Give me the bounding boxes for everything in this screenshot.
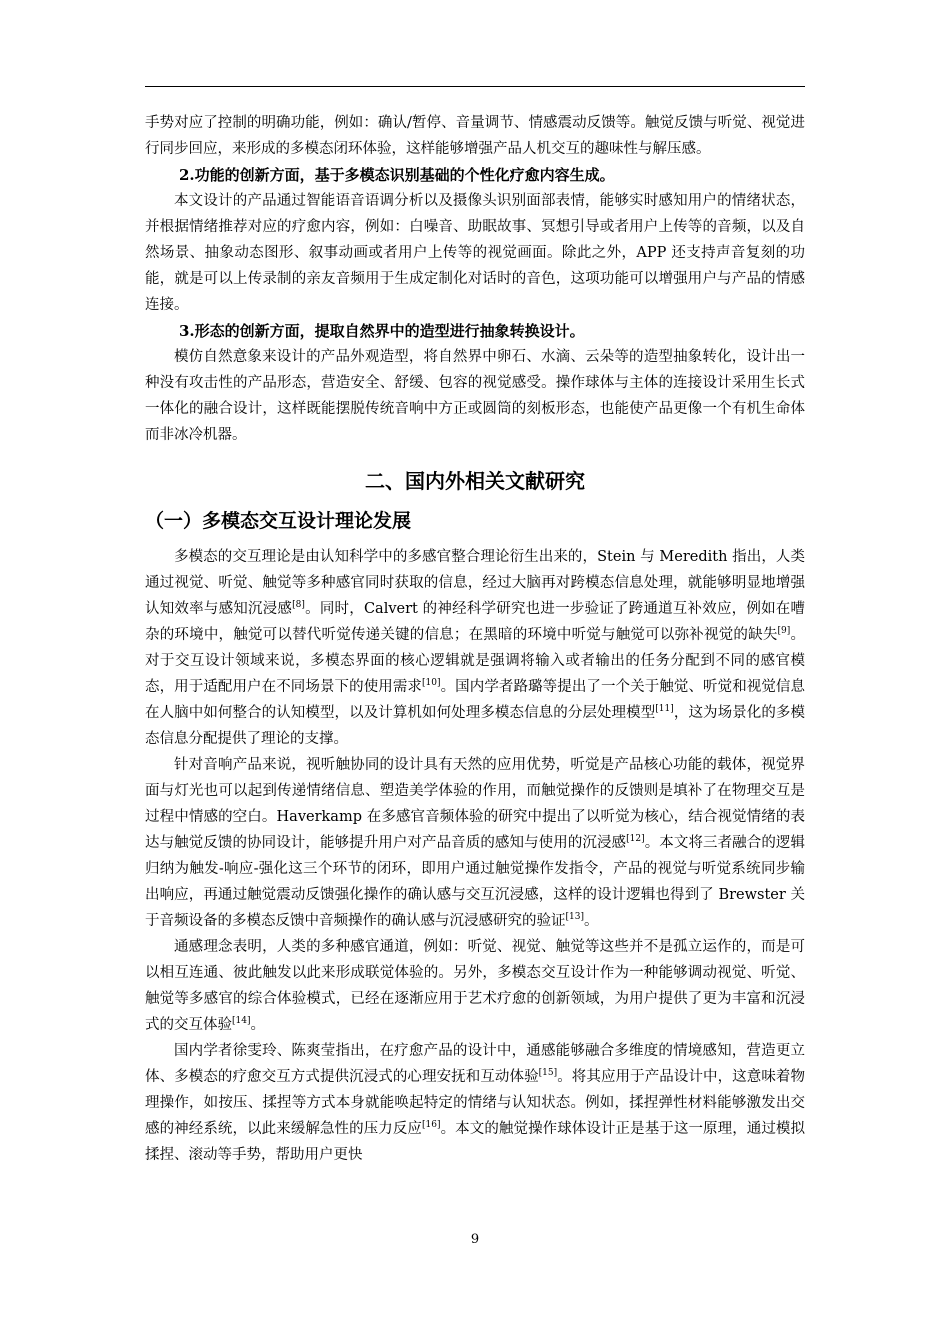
paragraph-audio-products (145, 752, 805, 934)
header-rule (145, 86, 805, 87)
citation: [11] (655, 704, 674, 715)
citation: [13] (565, 912, 584, 923)
text-run: 针对音响产品来说，视听触协同的设计具有天然的应用优势，听觉是产品核心功能的载体，视觉界面与灯光也可以起到传递情绪信息、塑造美学体验的作用，而触觉操作的反馈则是填补了在物理交互是过程中情感的空白。Haverkamp 在多感官音频体验的研究中提出了以听觉为核心，结合视觉情绪的表达与触觉反馈的协同设计，能够提升用户对产品音质的感知与使用的沉浸感 (145, 757, 805, 851)
citation: [14] (232, 1016, 251, 1027)
citation: [16] (422, 1120, 441, 1131)
text-run: 多模态的交互理论是由认知科学中的多感官整合理论衍生出来的，Stein 与 Meredith 指出，人类通过视觉、听觉、触觉等多种感官同时获取的信息，经过大脑再对跨模态信息处理，就能够明显地增强认知效率与感知沉浸感 (145, 549, 805, 617)
citation: [8] (292, 600, 305, 611)
section-title: 二、国内外相关文献研究 (365, 469, 585, 493)
text-run: 。 (250, 1017, 265, 1033)
page-number: 9 (470, 1232, 480, 1247)
text-run: 。本文将三者融合的逻辑归纳为触发-响应-强化这三个环节的闭环，即用户通过触觉操作发指令，产品的视觉与听觉系统同步输出响应，再通过触觉震动反馈强化操作的确认感与交互沉浸感，这样的设计逻辑也得到了 Brewster 关于音频设备的多模态反馈中音频操作的确认感与沉浸感研究的验证 (145, 835, 806, 929)
paragraph-multimodal-theory (145, 544, 805, 752)
paragraph-synesthesia (145, 934, 805, 1038)
page-content (145, 110, 805, 1168)
paragraph-healing-design (145, 1038, 805, 1168)
text-run: 通感理念表明，人类的多种感官通道，例如：听觉、视觉、触觉等这些并不是孤立运作的，而是可以相互连通、彼此触发以此来形成联觉体验的。另外，多模态交互设计作为一种能够调动视觉、听觉、触觉等多感官的综合体验模式，已经在逐渐应用于艺术疗愈的创新领域，为用户提供了更为丰富和沉浸式的交互体验 (145, 939, 805, 1033)
innovation-heading-3: 3.形态的创新方面，提取自然界中的造型进行抽象转换设计。 (179, 322, 585, 340)
text-run: 。 (583, 913, 599, 929)
text-run: 。将其应用于产品设计中，这意味着物理操作，如按压、揉捏等方式本身就能唤起特定的情绪与认知状态。例如，揉捏弹性材料能够激发出交感的神经系统，以此来缓解急性的压力反应 (145, 1069, 805, 1137)
text-run: 。国内学者路璐等提出了一个关于触觉、听觉和视觉信息在人脑中如何整合的认知模型，以及计算机如何处理多模态信息的分层处理模型 (145, 679, 806, 721)
text-run: 。同时，Calvert 的神经科学研究也进一步验证了跨通道互补效应，例如在嘈杂的环境中，触觉可以替代听觉传递关键的信息；在黑暗的环境中听觉与触觉可以弥补视觉的缺失 (145, 601, 806, 643)
citation: [10] (422, 678, 441, 689)
innovation-heading-2: 2.功能的创新方面，基于多模态识别基础的个性化疗愈内容生成。 (179, 166, 615, 184)
text-run: 国内学者徐雯玲、陈爽莹指出，在疗愈产品的设计中，通感能够融合多维度的情境感知，营造更立体、多模态的疗愈交互方式提供沉浸式的心理安抚和互动体验 (145, 1043, 805, 1085)
paragraph-function: 本文设计的产品通过智能语音语调分析以及摄像头识别面部表情，能够实时感知用户的情绪状态，并根据情绪推荐对应的疗愈内容，例如：白噪音、助眠故事、冥想引导或者用户上传等的音频，以及自然场景、抽象动态图形、叙事动画或者用户上传等的视觉画面。除此之外，APP 还支持声音复刻的功能，就是可以上传录制的亲友音频用于生成定制化对话时的音色，这项功能可以增强用户与产品的情感连接。 (145, 193, 805, 313)
text-run: 。对于交互设计领域来说，多模态界面的核心逻辑就是强调将输入或者输出的任务分配到不同的感官模态，用于适配用户在不同场景下的使用需求 (145, 627, 806, 695)
paragraph-continuation: 手势对应了控制的明确功能，例如：确认/暂停、音量调节、情感震动反馈等。触觉反馈与听觉、视觉进行同步回应，来形成的多模态闭环体验，这样能够增强产品人机交互的趣味性与解压感。 (145, 115, 805, 157)
subsection-title: （一）多模态交互设计理论发展 (145, 510, 412, 532)
text-run: 。本文的触觉操作球体设计正是基于这一原理，通过模拟揉捏、滚动等手势，帮助用户更快 (145, 1121, 806, 1163)
citation: [9] (777, 626, 791, 637)
paragraph-form: 模仿自然意象来设计的产品外观造型，将自然界中卵石、水滴、云朵等的造型抽象转化，设计出一种没有攻击性的产品形态，营造安全、舒缓、包容的视觉感受。操作球体与主体的连接设计采用生长式一体化的融合设计，这样既能摆脱传统音响中方正或圆筒的刻板形态，也能使产品更像一个有机生命体而非冰冷机器。 (145, 349, 805, 443)
citation: [15] (538, 1068, 558, 1079)
citation: [12] (626, 834, 645, 845)
text-run: ，这为场景化的多模态信息分配提供了理论的支撑。 (145, 705, 805, 747)
